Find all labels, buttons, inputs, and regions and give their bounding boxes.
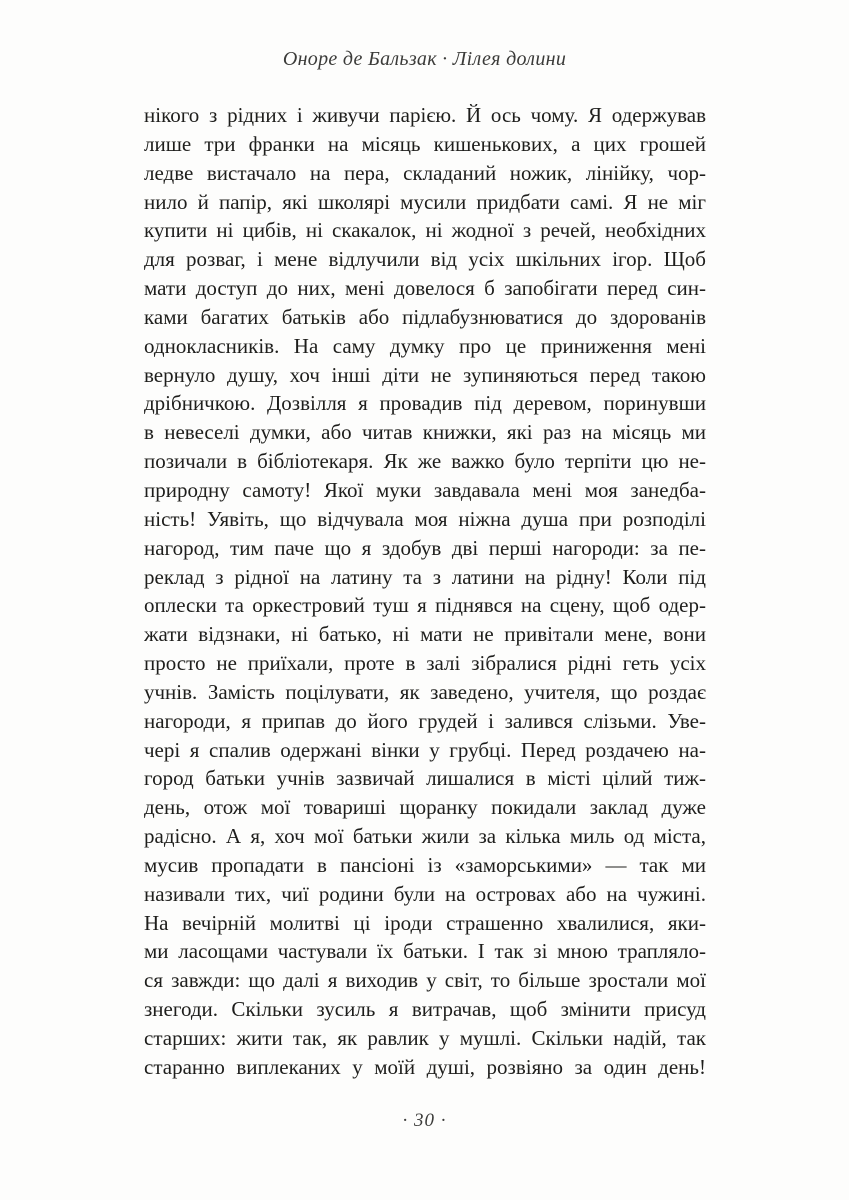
page-number: · 30 ·	[402, 1110, 447, 1131]
text-line: однокласників. На саму думку про це приниження мені	[144, 333, 706, 358]
text-line: город батьки учнів зазвичай лишалися в місті цілий тиж-	[144, 766, 706, 791]
text-line: просто не приїхали, проте в залі зібралися рідні геть усіх	[144, 651, 706, 676]
text-line: старших: жити так, як равлик у мушлі. Скільки надій, так	[144, 1026, 706, 1050]
text-line: називали тих, чиї родини були на островах або на чужині.	[144, 881, 706, 906]
text-line: вернуло душу, хоч інші діти не зупиняються перед такою	[144, 362, 706, 387]
text-line: ність! Уявіть, що відчувала моя ніжна душа при розподілі	[144, 506, 706, 531]
text-line: позичали в бібліотекаря. Як же важко було терпіти цю не-	[144, 449, 706, 474]
text-line: чері я спалив одержані вінки у грубці. Перед роздачею на-	[144, 737, 706, 762]
text-line: радісно. А я, хоч мої батьки жили за кілька миль од міста,	[144, 824, 706, 849]
text-line: мати доступ до них, мені довелося б запобігати перед син-	[144, 276, 706, 301]
text-line: ся завжди: що далі я виходив у світ, то більше зростали мої	[144, 968, 706, 993]
text-line: для розваг, і мене відлучили від усіх шкільних ігор. Щоб	[144, 247, 706, 272]
text-line: нікого з рідних і живучи парією. Й ось чому. Я одержував	[144, 103, 706, 127]
text-line: жати відзнаки, ні батько, ні мати не привітали мене, вони	[144, 622, 706, 647]
text-line: оплески та оркестровий туш я піднявся на сцену, щоб одер-	[144, 593, 706, 618]
text-line: ками багатих батьків або підлабузнюватися до здорованів	[144, 304, 706, 329]
text-line: нагороди, я припав до його грудей і залився слізьми. Уве-	[144, 708, 706, 733]
text-line: ледве вистачало на пера, складаний ножик, лінійку, чор-	[144, 160, 706, 185]
text-line: природну самоту! Якої муки завдавала мені моя занедба-	[144, 477, 706, 502]
text-line: в невеселі думки, або читав книжки, які раз на місяць ми	[144, 420, 706, 445]
text-line: лише три франки на місяць кишенькових, а цих грошей	[144, 131, 706, 156]
text-line: нило й папір, які школярі мусили придбати самі. Я не міг	[144, 189, 706, 214]
text-line: дрібничкою. Дозвілля я провадив під деревом, поринувши	[144, 391, 706, 416]
text-line: нагород, тим паче що я здобув дві перші нагороди: за пе-	[144, 535, 706, 560]
text-line: старанно виплеканих у моїй душі, розвіяно за один день!	[144, 1054, 706, 1079]
text-line: знегоди. Скільки зусиль я витрачав, щоб змінити присуд	[144, 997, 706, 1022]
text-line: ми ласощами частували їх батьки. І так зі мною трапляло-	[144, 939, 706, 964]
text-line: реклад з рідної на латину та з латини на рідну! Коли під	[144, 564, 706, 589]
text-line: На вечірній молитві ці іроди страшенно хвалилися, яки-	[144, 910, 706, 935]
text-line: купити ні цибів, ні скакалок, ні жодної з речей, необхідних	[144, 218, 706, 243]
body-text	[144, 101, 706, 1082]
running-header: Оноре де Бальзак · Лілея долини	[282, 48, 567, 70]
text-line: день, отож мої товариші щоранку покидали заклад дуже	[144, 795, 706, 820]
text-line: мусив пропадати в пансіоні із «заморськими» — так ми	[144, 852, 706, 877]
text-line: учнів. Замість поцілувати, як заведено, учителя, що роздає	[144, 679, 706, 704]
